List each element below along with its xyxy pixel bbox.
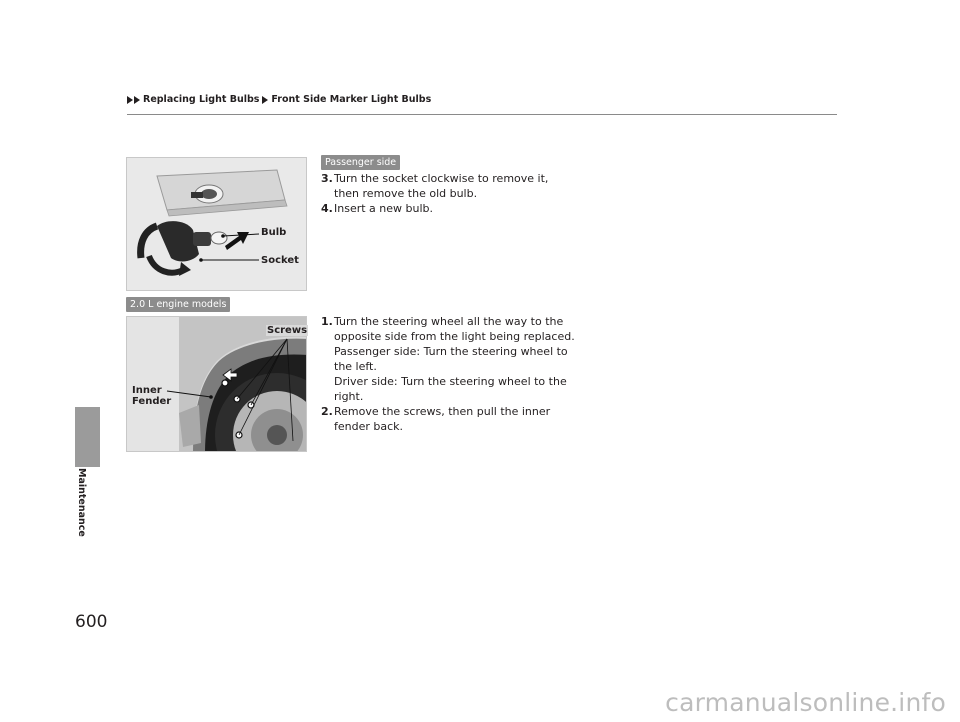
step-1: 1. Turn the steering wheel all the way to the opposite side from the light being replaced. Passenger side: Turn the steering wheel to the left. Driver side: Turn the steering wheel to the right. [321,315,575,403]
figure-side-marker-bulb [126,157,307,291]
callout-inner-line: Inner [132,385,162,396]
section-label: Maintenance [76,468,87,537]
breadcrumb-item-front-side-marker: Front Side Marker Light Bulbs [271,94,432,105]
breadcrumb-item-replacing-light-bulbs[interactable]: Replacing Light Bulbs [143,94,260,105]
watermark: carmanualsonline.info [665,688,946,717]
step-4: 4. Insert a new bulb. [321,202,434,215]
page-number: 600 [75,612,108,632]
callout-socket: Socket [261,255,299,266]
callout-bulb: Bulb [261,227,287,238]
tag-2-0-l-engine-models: 2.0 L engine models [126,297,230,312]
step-3: 3. Turn the socket clockwise to remove it, then remove the old bulb. [321,172,549,200]
header-divider [127,114,837,115]
breadcrumb-arrow-icon [134,96,140,104]
breadcrumb-arrow-icon [127,96,133,104]
section-tab [75,407,100,467]
figure-inner-fender [126,316,307,452]
callout-screws: Screws [267,325,308,336]
steps-section-1 [321,171,548,216]
step-2: 2. Remove the screws, then pull the inner fender back. [321,405,551,433]
breadcrumb-arrow-icon [262,96,268,104]
steps-section-2 [321,314,575,434]
callout-fender-line: Fender [132,396,172,407]
callout-inner-fender [132,385,171,407]
breadcrumb [127,94,431,105]
tag-passenger-side: Passenger side [321,155,400,170]
side-marker-illustration [127,158,307,291]
